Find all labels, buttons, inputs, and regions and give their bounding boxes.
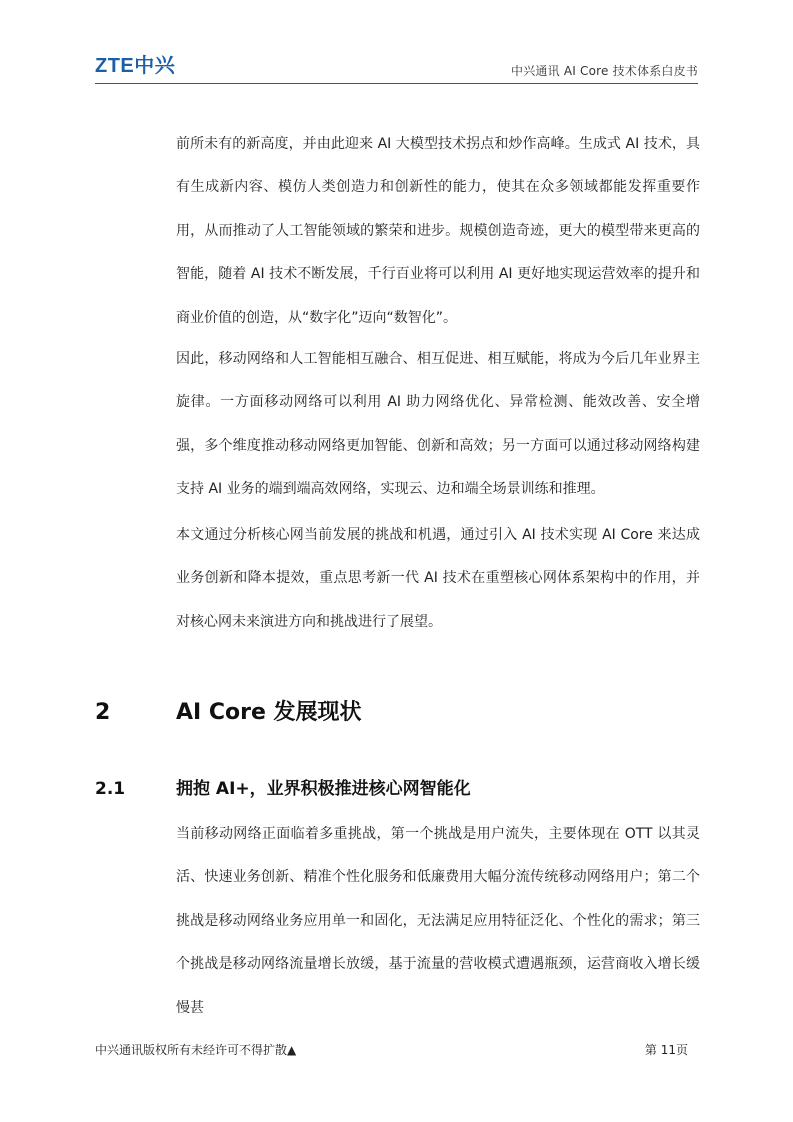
- page-header: [95, 48, 698, 86]
- subsection-title: 拥抱 AI+，业界积极推进核心网智能化: [176, 779, 471, 799]
- header-divider: [95, 83, 698, 84]
- section-number: 2: [95, 700, 111, 725]
- zte-logo-icon: [95, 54, 175, 76]
- page-number: 第 11页: [644, 1043, 688, 1057]
- section-title: AI Core 发展现状: [176, 700, 362, 725]
- section-heading: [95, 695, 700, 731]
- document-title: 中兴通讯 AI Core 技术体系白皮书: [511, 64, 698, 78]
- svg-text:ZTE中兴: ZTE中兴: [95, 55, 175, 76]
- paragraph-subsection: 当前移动网络正面临着多重挑战，第一个挑战是用户流失，主要体现在 OTT 以其灵活、快速业务创新、精准个性化服务和低廉费用大幅分流传统移动网络用户；第二个挑战是移动网络业务应用单一和固化，无法满足应用特征泛化、个性化的需求；第三个挑战是移动网络流量增长放缓，基于流量的营收模式遭遇瓶颈，运营商收入增长缓慢甚: [176, 826, 700, 1016]
- paragraph-intro-3: 本文通过分析核心网当前发展的挑战和机遇，通过引入 AI 技术实现 AI Core 来达成业务创新和降本提效，重点思考新一代 AI 技术在重塑核心网体系架构中的作用，并对核心网未来演进方向和挑战进行了展望。: [176, 527, 700, 630]
- footer-copyright: 中兴通讯版权所有未经许可不得扩散▲: [95, 1043, 297, 1057]
- subsection-number: 2.1: [95, 779, 126, 799]
- zte-logo: [95, 54, 175, 76]
- paragraph-intro-1: 前所未有的新高度，并由此迎来 AI 大模型技术拐点和炒作高峰。生成式 AI 技术，具有生成新内容、模仿人类创造力和创新性的能力，使其在众多领域都能发挥重要作用，从而推动了人工智能领域的繁荣和进步。规模创造奇迹，更大的模型带来更高的智能，随着 AI 技术不断发展，千行百业将可以利用 AI 更好地实现运营效率的提升和商业价值的创造，从“数字化”迈向“数智化”。: [176, 136, 700, 326]
- subsection-heading: [95, 775, 700, 803]
- paragraph-intro-2: 因此，移动网络和人工智能相互融合、相互促进、相互赋能，将成为今后几年业界主旋律。一方面移动网络可以利用 AI 助力网络优化、异常检测、能效改善、安全增强，多个维度推动移动网络更加智能、创新和高效；另一方面可以通过移动网络构建支持 AI 业务的端到端高效网络，实现云、边和端全场景训练和推理。: [176, 351, 700, 498]
